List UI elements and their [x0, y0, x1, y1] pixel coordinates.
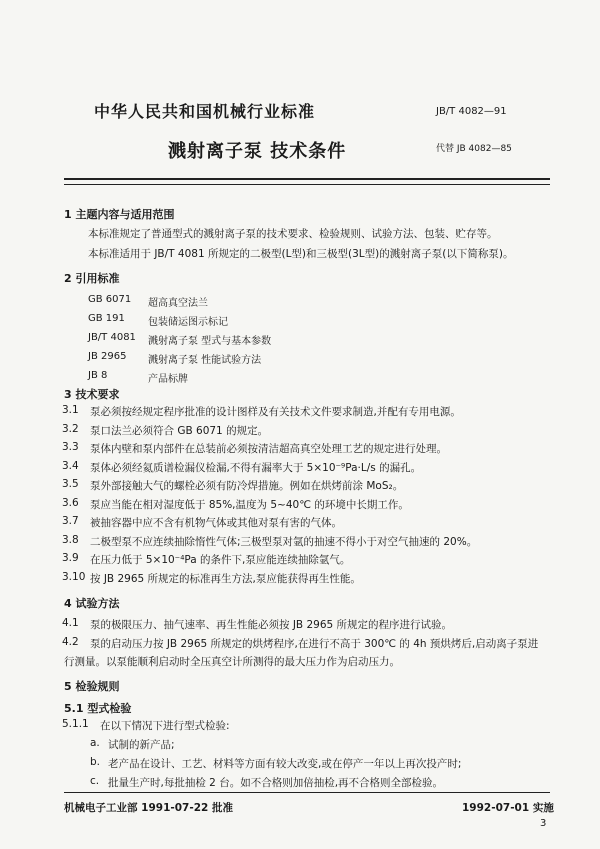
- clause-number: 3.2: [62, 423, 79, 435]
- section-4-heading: 4 试验方法: [64, 597, 120, 610]
- clause-text: 泵外部接触大气的螺栓必须有防冷焊措施。例如在烘烤前涂 MoS₂。: [90, 480, 404, 492]
- list-item-label: c.: [90, 775, 100, 787]
- ref-title: 产品标牌: [148, 374, 188, 385]
- clause-number: 3.3: [62, 441, 79, 453]
- replaces-standard: 代替 JB 4082—85: [436, 144, 512, 154]
- standard-code: JB/T 4082—91: [436, 106, 507, 117]
- clause-text: 泵口法兰必须符合 GB 6071 的规定。: [90, 425, 269, 437]
- clause-text-line-1: 泵的启动压力按 JB 2965 所规定的烘烤程序,在进行不高于 300℃ 的 4h 预烘烤后,启动离子泵进: [90, 638, 539, 650]
- clause-number: 3.1: [62, 404, 79, 416]
- clause-number: 3.10: [62, 571, 86, 583]
- implementation-line: 1992-07-01 实施: [462, 802, 554, 814]
- clause-text: 泵体必须经氦质谱检漏仪检漏,不得有漏率大于 5×10⁻⁹Pa·L/s 的漏孔。: [90, 462, 422, 474]
- clause-text: 泵的极限压力、抽气速率、再生性能必须按 JB 2965 所规定的程序进行试验。: [90, 619, 453, 631]
- list-item-label: b.: [90, 756, 101, 768]
- ref-title: 溅射离子泵 性能试验方法: [148, 355, 262, 366]
- clause-number: 3.7: [62, 515, 79, 527]
- clause-text: 在压力低于 5×10⁻⁴Pa 的条件下,泵应能连续抽除氩气。: [90, 554, 351, 566]
- list-item-text: 试制的新产品;: [108, 739, 175, 751]
- issuing-organization: 中华人民共和国机械行业标准: [94, 102, 316, 121]
- list-item-text: 老产品在设计、工艺、材料等方面有较大改变,或在停产一年以上再次投产时;: [108, 758, 462, 770]
- ref-title: 溅射离子泵 型式与基本参数: [148, 336, 272, 347]
- clause-text: 泵必须按经规定程序批准的设计图样及有关技术文件要求制造,并配有专用电源。: [90, 406, 461, 418]
- subsection-5-1-heading: 5.1 型式检验: [64, 702, 132, 715]
- clause-number: 4.2: [62, 636, 79, 648]
- ref-title: 包装储运图示标记: [148, 317, 228, 328]
- clause-number: 3.6: [62, 497, 79, 509]
- section-5-heading: 5 检验规则: [64, 680, 120, 693]
- ref-code: JB 8: [88, 370, 108, 381]
- header-rule-bottom: [64, 184, 550, 185]
- section-1-paragraph-2: 本标准适用于 JB/T 4081 所规定的二极型(L型)和三极型(3L型)的溅射离子泵(以下简称泵)。: [88, 248, 514, 260]
- ref-code: JB/T 4081: [88, 332, 136, 343]
- section-2-heading: 2 引用标准: [64, 272, 120, 285]
- document-title: 溅射离子泵 技术条件: [168, 141, 347, 162]
- ref-code: JB 2965: [88, 351, 127, 362]
- list-item-label: a.: [90, 737, 100, 749]
- ref-code: GB 191: [88, 313, 125, 324]
- approval-line: 机械电子工业部 1991-07-22 批准: [64, 802, 233, 814]
- clause-number: 3.5: [62, 478, 79, 490]
- clause-text: 二极型泵不应连续抽除惰性气体;三极型泵对氩的抽速不得小于对空气抽速的 20%。: [90, 536, 478, 548]
- clause-number: 5.1.1: [62, 718, 89, 730]
- clause-text-line-2: 行测量。以泵能顺利启动时全压真空计所测得的最大压力作为启动压力。: [64, 656, 400, 668]
- section-1-paragraph-1: 本标准规定了普通型式的溅射离子泵的技术要求、检验规则、试验方法、包装、贮存等。: [88, 228, 498, 240]
- clause-number: 4.1: [62, 617, 79, 629]
- list-item-text: 批量生产时,每批抽检 2 台。如不合格则加倍抽检,再不合格则全部检验。: [108, 777, 444, 789]
- clause-text: 按 JB 2965 所规定的标准再生方法,泵应能获得再生性能。: [90, 573, 361, 585]
- clause-text: 在以下情况下进行型式检验:: [100, 720, 230, 732]
- page-number: 3: [540, 818, 547, 829]
- clause-text: 泵体内壁和泵内部件在总装前必须按清洁超高真空处理工艺的规定进行处理。: [90, 443, 447, 455]
- header-rule-top: [64, 178, 550, 180]
- footer-rule: [64, 792, 550, 793]
- clause-number: 3.8: [62, 534, 79, 546]
- clause-number: 3.4: [62, 460, 79, 472]
- clause-number: 3.9: [62, 552, 79, 564]
- section-1-heading: 1 主题内容与适用范围: [64, 208, 175, 221]
- clause-text: 被抽容器中应不含有机物气体或其他对泵有害的气体。: [90, 517, 342, 529]
- clause-text: 泵应当能在相对湿度低于 85%,温度为 5~40℃ 的环境中长期工作。: [90, 499, 409, 511]
- section-3-heading: 3 技术要求: [64, 388, 120, 401]
- ref-code: GB 6071: [88, 294, 132, 305]
- ref-title: 超高真空法兰: [148, 298, 208, 309]
